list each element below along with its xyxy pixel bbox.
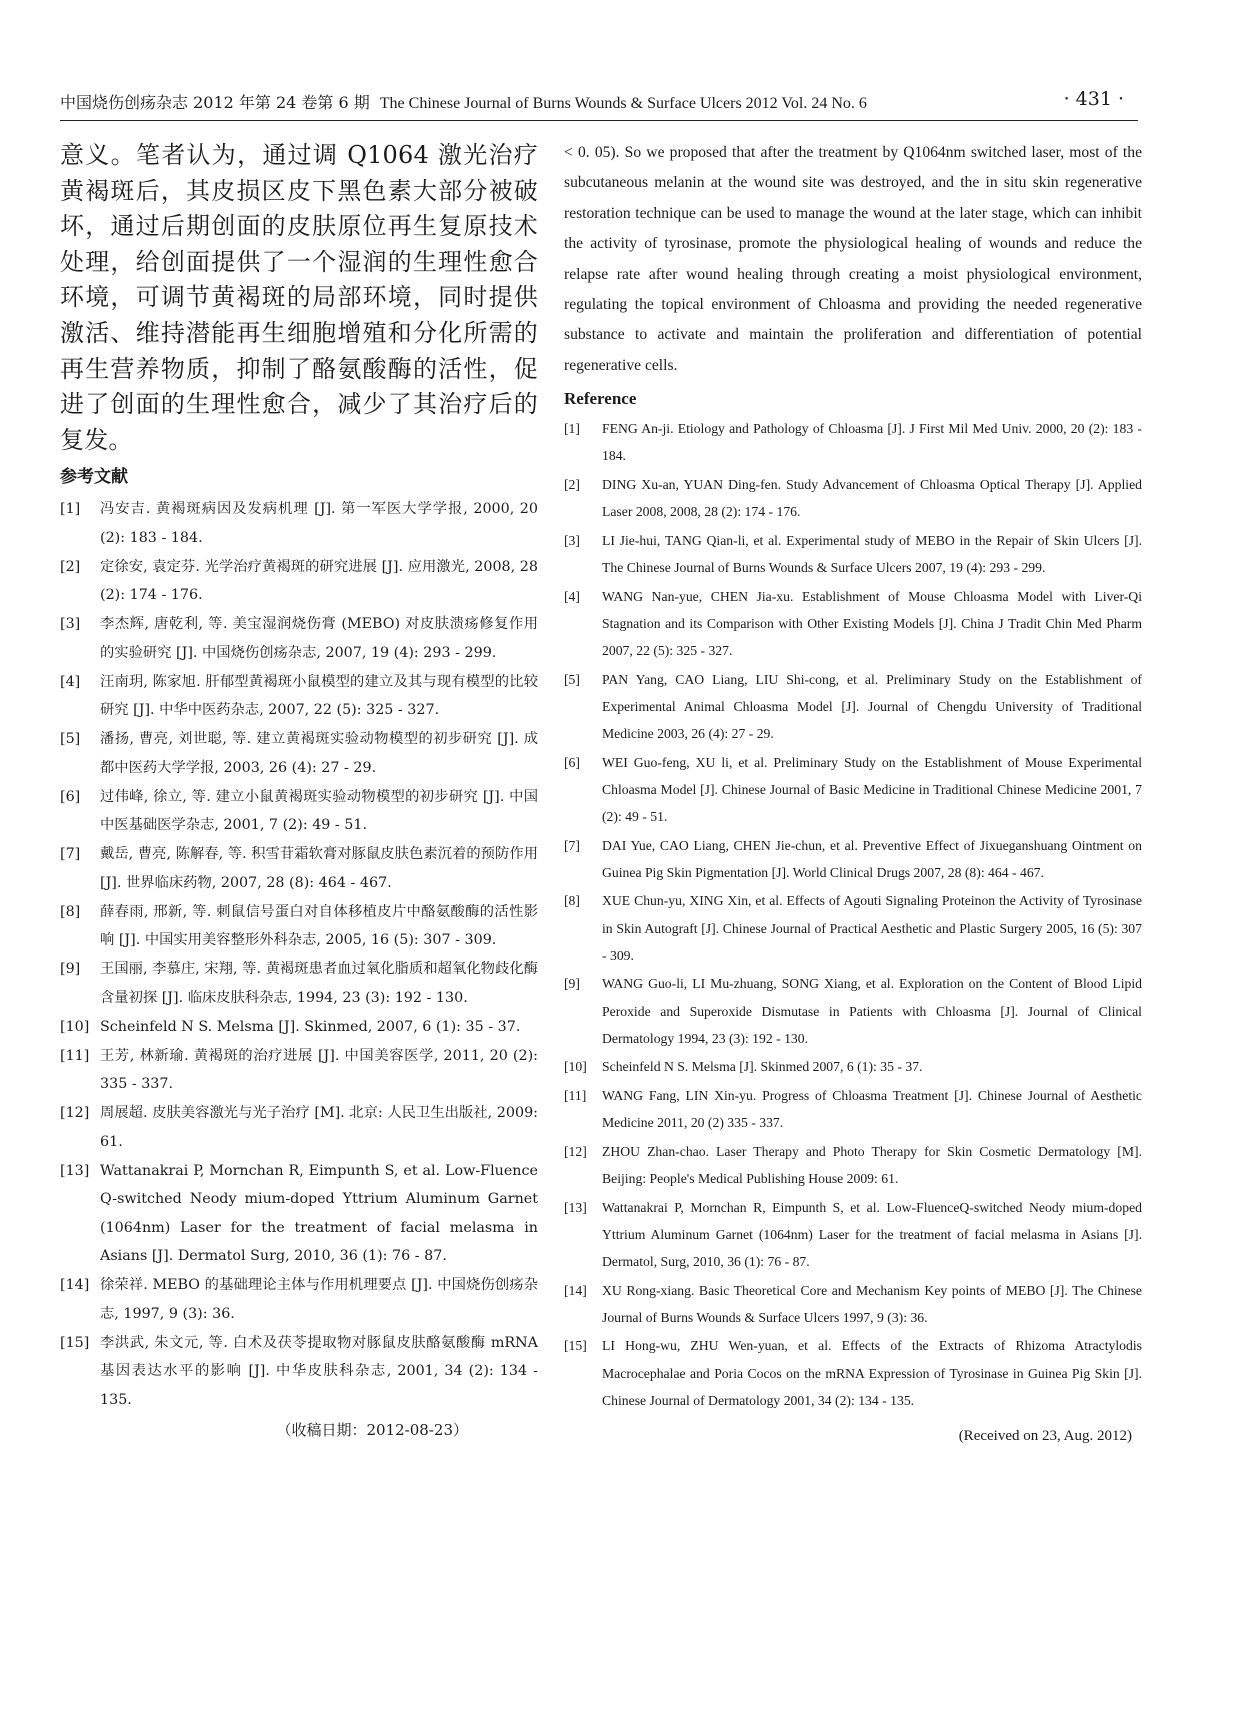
reference-item [564,832,1142,886]
reference-text: WEI Guo-feng, XU li, et al. Preliminary Study on the Establishment of Mouse Experimental Chloasma Model [J]. Chinese Journal of Basic Medicine in Traditional Chinese Medicine 2001, 7 (2): 49 - 51. [602,754,1142,825]
received-date-zh: （收稿日期：2012-08-23） [276,1420,468,1439]
references-heading-en: Reference [564,389,637,409]
reference-text: 周展超. 皮肤美容激光与光子治疗 [M]. 北京: 人民卫生出版社, 2009: 61. [100,1105,538,1150]
reference-text: 潘扬, 曹亮, 刘世聪, 等. 建立黄褐斑实验动物模型的初步研究 [J]. 成都中医药大学学报, 2003, 26 (4): 27 - 29. [100,731,538,776]
reference-text: LI Jie-hui, TANG Qian-li, et al. Experimental study of MEBO in the Repair of Skin Ulcers [J]. The Chinese Journal of Burns Wounds & Surface Ulcers 2007, 19 (4): 293 - 299. [602,532,1142,576]
reference-number: [1] [564,421,580,437]
reference-item [60,610,538,667]
reference-number: [5] [60,731,81,748]
reference-item [60,495,538,552]
reference-item [564,415,1142,469]
reference-number: [3] [564,532,580,548]
reference-item [60,668,538,725]
reference-number: [12] [60,1105,90,1122]
reference-item [564,1138,1142,1192]
reference-text: 汪南玥, 陈家旭. 肝郁型黄褐斑小鼠模型的建立及其与现有模型的比较研究 [J]. 中华中医药杂志, 2007, 22 (5): 325 - 327. [100,673,538,719]
reference-item [564,471,1142,525]
reference-item [60,955,538,1012]
reference-text: 定徐安, 袁定芬. 光学治疗黄褐斑的研究进展 [J]. 应用激光, 2008, 28 (2): 174 - 176. [100,558,538,604]
reference-item [60,1329,538,1415]
reference-item [564,1332,1142,1414]
reference-item [564,527,1142,581]
journal-title-en: The Chinese Journal of Burns Wounds & Surface Ulcers 2012 Vol. 24 No. 6 [379,95,867,112]
reference-item [60,1042,538,1099]
reference-text: ZHOU Zhan-chao. Laser Therapy and Photo Therapy for Skin Cosmetic Dermatology [M]. Beijing: People's Medical Publishing House 2009: 61. [602,1143,1142,1187]
reference-item [564,583,1142,665]
journal-line [60,90,867,113]
reference-number: [2] [60,558,81,575]
reference-text: 徐荣祥. MEBO 的基础理论主体与作用机理要点 [J]. 中国烧伤创疡杂志, 1997, 9 (3): 36. [100,1277,538,1322]
reference-item [564,887,1142,969]
reference-number: [10] [60,1018,90,1035]
reference-number: [1] [60,501,81,518]
reference-item [60,1099,538,1156]
reference-number: [4] [60,673,81,690]
reference-text: WANG Guo-li, LI Mu-zhuang, SONG Xiang, et al. Exploration on the Content of Blood Lipid Peroxide and Superoxide Dismutase in Patients with Chloasma [J]. Journal of Clinical Dermatology 1994, 23 (3): 192 - 130. [602,976,1142,1046]
left-column-chinese [60,138,538,1440]
reference-item [564,970,1142,1052]
reference-text: Scheinfeld N S. Melsma [J]. Skinmed 2007, 6 (1): 35 - 37. [602,1059,923,1075]
reference-item [60,1157,538,1271]
reference-item [564,1194,1142,1276]
reference-number: [12] [564,1143,587,1159]
reference-text: DAI Yue, CAO Liang, CHEN Jie-chun, et al. Preventive Effect of Jixueganshuang Ointment on Guinea Pig Skin Pigmentation [J]. World Clinical Drugs 2007, 28 (8): 464 - 467. [602,837,1142,880]
reference-text: DING Xu-an, YUAN Ding-fen. Study Advancement of Chloasma Optical Therapy [J]. Applied Laser 2008, 2008, 28 (2): 174 - 176. [602,477,1142,520]
reference-text: WANG Fang, LIN Xin-yu. Progress of Chloasma Treatment [J]. Chinese Journal of Aesthetic Medicine 2011, 20 (2) 335 - 337. [602,1088,1142,1131]
reference-number: [9] [60,961,81,978]
reference-text: Wattanakrai P, Mornchan R, Eimpunth S, et al. Low-FluenceQ-switched Neody mium-doped Yttrium Aluminum Garnet (1064nm) Laser for the treatment of facial melasma in Asians [J]. Dermatol, Surg, 2010, 36 (1): 76 - 87. [602,1199,1142,1270]
reference-item [564,749,1142,831]
reference-text: FENG An-ji. Etiology and Pathology of Chloasma [J]. J First Mil Med Univ. 2000, 20 (2): 183 - 184. [602,421,1142,464]
reference-item [60,840,538,897]
references-heading-zh: 参考文献 [60,467,128,488]
reference-list-zh [60,495,538,1414]
reference-number: [3] [60,616,81,633]
right-column-english [564,138,1142,1445]
body-paragraph-en: < 0. 05). So we proposed that after the treatment by Q1064nm switched laser, most of the subcutaneous melanin at the wound site was destroyed, and the in situ skin regenerative restoration technique can be used to manage the wound at the later stage, which can inhibit the activity of tyrosinase, promote the physiological healing of wounds and reduce the relapse rate after wound healing through creating a moist physiological environment, regulating the topical environment of Chloasma and providing the needed regenerative substance to activate and maintain the proliferation and differentiation of potential regenerative cells. [564,144,1142,374]
reference-number: [15] [564,1338,587,1354]
reference-item [564,666,1142,748]
reference-number: [2] [564,477,580,493]
reference-number: [11] [564,1088,587,1104]
reference-text: 王国丽, 李慕庄, 宋翔, 等. 黄褐斑患者血过氧化脂质和超氧化物歧化酶含量初探 [J]. 临床皮肤科杂志, 1994, 23 (3): 192 - 130. [100,961,538,1006]
reference-text: 冯安吉. 黄褐斑病因及发病机理 [J]. 第一军医大学学报, 2000, 20 (2): 183 - 184. [100,501,538,546]
reference-item [564,1053,1142,1080]
reference-number: [13] [60,1162,90,1179]
reference-number: [13] [564,1199,587,1215]
reference-text: 薛春雨, 邢新, 等. 刺鼠信号蛋白对自体移植皮片中酪氨酸酶的活性影响 [J]. 中国实用美容整形外科杂志, 2005, 16 (5): 307 - 309. [100,903,538,949]
reference-number: [4] [564,588,580,604]
reference-item [564,1277,1142,1331]
reference-item [60,1013,538,1042]
reference-number: [8] [60,903,81,920]
reference-text: WANG Nan-yue, CHEN Jia-xu. Establishment of Mouse Chloasma Model with Liver-Qi Stagnation and its Comparison with Other Existing Models [J]. China J Tradit Chin Med Pharm 2007, 22 (5): 325 - 327. [602,588,1142,659]
reference-text: 李洪武, 朱文元, 等. 白术及茯苓提取物对豚鼠皮肤酪氨酸酶 mRNA 基因表达水平的影响 [J]. 中华皮肤科杂志, 2001, 34 (2): 134 - 135. [100,1334,538,1408]
reference-number: [10] [564,1059,587,1075]
reference-number: [14] [564,1282,587,1298]
running-header [60,86,1138,121]
received-date-en: (Received on 23, Aug. 2012) [958,1428,1132,1445]
reference-text: PAN Yang, CAO Liang, LIU Shi-cong, et al. Preliminary Study on the Establishment of Experimental Animal Chloasma Model [J]. Journal of Chengdu University of Traditional Medicine 2003, 26 (4): 27 - 29. [602,671,1142,742]
reference-text: Wattanakrai P, Mornchan R, Eimpunth S, et al. Low-Fluence Q-switched Neody mium-doped Yttrium Aluminum Garnet (1064nm) Laser for the treatment of facial melasma in Asians [J]. Dermatol Surg, 2010, 36 (1): 76 - 87. [100,1162,538,1265]
reference-item [60,783,538,840]
reference-number: [6] [60,788,81,805]
journal-title-zh: 中国烧伤创疡杂志 2012 年第 24 卷第 6 期 [60,93,370,112]
reference-text: 李杰辉, 唐乾利, 等. 美宝湿润烧伤膏 (MEBO) 对皮肤溃疡修复作用的实验研究 [J]. 中国烧伤创疡杂志, 2007, 19 (4): 293 - 299. [100,616,538,661]
reference-number: [7] [60,846,81,863]
reference-number: [5] [564,671,580,687]
reference-list-en [564,415,1142,1414]
reference-item [60,725,538,782]
reference-number: [9] [564,976,580,992]
page-number: · 431 · [1063,88,1124,110]
reference-number: [15] [60,1334,90,1351]
reference-number: [8] [564,893,580,909]
reference-text: 过伟峰, 徐立, 等. 建立小鼠黄褐斑实验动物模型的初步研究 [J]. 中国中医基础医学杂志, 2001, 7 (2): 49 - 51. [100,788,538,834]
reference-text: 王芳, 林新瑜. 黄褐斑的治疗进展 [J]. 中国美容医学, 2011, 20 (2): 335 - 337. [100,1047,538,1093]
reference-item [564,1082,1142,1136]
body-paragraph-zh: 意义。笔者认为，通过调 Q1064 激光治疗黄褐斑后，其皮损区皮下黑色素大部分被破坏，通过后期创面的皮肤原位再生复原技术处理，给创面提供了一个湿润的生理性愈合环境，可调节黄褐斑的局部环境，同时提供激活、维持潜能再生细胞增殖和分化所需的再生营养物质，抑制了酪氨酸酶的活性，促进了创面的生理性愈合，减少了其治疗后的复发。 [60,141,538,454]
reference-text: 戴岳, 曹亮, 陈解春, 等. 积雪苷霜软膏对豚鼠皮肤色素沉着的预防作用 [J]. 世界临床药物, 2007, 28 (8): 464 - 467. [100,846,538,891]
reference-number: [6] [564,754,580,770]
reference-text: Scheinfeld N S. Melsma [J]. Skinmed, 2007, 6 (1): 35 - 37. [100,1018,521,1035]
reference-item [60,898,538,955]
reference-number: [14] [60,1277,90,1294]
reference-text: LI Hong-wu, ZHU Wen-yuan, et al. Effects of the Extracts of Rhizoma Atractylodis Macrocephalae and Poria Cocos on the mRNA Expression of Tyrosinase in Guinea Pig Skin [J]. Chinese Journal of Dermatology 2001, 34 (2): 134 - 135. [602,1338,1142,1408]
reference-text: XU Rong-xiang. Basic Theoretical Core and Mechanism Key points of MEBO [J]. The Chinese Journal of Burns Wounds & Surface Ulcers 1997, 9 (3): 36. [602,1282,1142,1325]
reference-number: [7] [564,837,580,853]
reference-text: XUE Chun-yu, XING Xin, et al. Effects of Agouti Signaling Proteinon the Activity of Tyrosinase in Skin Autograft [J]. Chinese Journal of Practical Aesthetic and Plastic Surgery 2005, 16 (5): 307 - 309. [602,893,1142,963]
reference-item [60,553,538,610]
reference-item [60,1271,538,1328]
reference-number: [11] [60,1047,90,1064]
